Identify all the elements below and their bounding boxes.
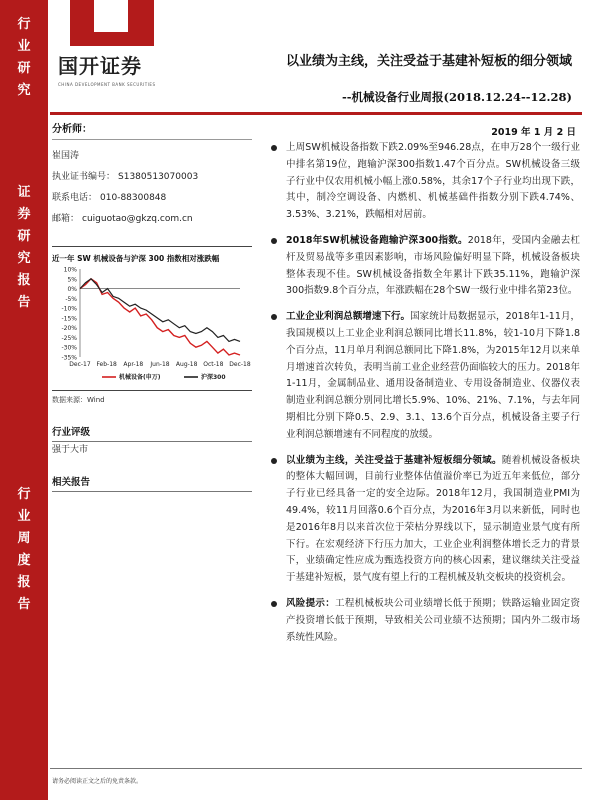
- chart-x-tick-label: Aug-18: [175, 361, 198, 368]
- chart-y-tick-label: -25%: [61, 334, 77, 342]
- chart-y-tick-label: -20%: [61, 325, 77, 333]
- side-label-industry-research: 行 业 研 究: [17, 17, 31, 98]
- header-divider: [50, 112, 582, 115]
- company-logo: [58, 0, 188, 100]
- relative-performance-chart: [52, 245, 252, 405]
- chart-y-tick-label: 5%: [67, 276, 77, 284]
- logo-name-en: CHINA DEVELOPMENT BANK SECURITIES: [58, 82, 156, 87]
- related-reports-heading: 相关报告: [52, 474, 252, 492]
- chart-x-tick-label: Dec-18: [229, 361, 251, 368]
- chart-legend-label: 沪深300: [201, 374, 226, 381]
- side-band: [0, 0, 48, 800]
- chart-title: 近一年 SW 机械设备与沪深 300 指数相对涨跌幅: [52, 254, 220, 263]
- chart-x-tick-label: Oct-18: [203, 361, 224, 368]
- report-subtitle: --机械设备行业周报(2018.12.24--12.28): [341, 90, 572, 104]
- bullet-risk-warning: 风险提示：工程机械板块公司业绩增长低于预期；铁路运输业固定资产投资增长低于预期，导致相关公司业绩不达预期；国内外二级市场系统性风险。: [268, 596, 580, 646]
- report-date: 2019 年 1 月 2 日: [491, 127, 576, 138]
- chart-y-tick-label: 10%: [63, 266, 77, 274]
- bullet-weekly-market: 上周SW机械设备指数下跌2.09%至946.28点，在申万28个一级行业中排名第19位，跑输沪深300指数1.47个百分点。SW机械设备三级子行业中仅农用机械小幅上涨0.58%，其余17个子行业均出现下跌，其中，制冷空调设备、内燃机、机械基础件指数分别下跌4.74%、3.53%、3.21%，跌幅相对居前。: [268, 140, 580, 224]
- report-body: [268, 140, 580, 655]
- chart-plot: [52, 265, 252, 387]
- footer-divider: [50, 768, 582, 769]
- bullet-investment-view: 以业绩为主线，关注受益于基建补短板细分领域。随着机械设备板块的整体大幅回调，目前行业整体估值溢价率已为近五年来低位，部分子行业已经具备一定的安全边际。2018年12月，我国制造业PMI为49.4%，较11月回落0.6个百分点，为2016年3月以来新低，同时也是2016年8月以来首次位于荣枯分界线以下，显示制造业景气度有所下行。在宏观经济下行压力加大，工业企业利润整体增长乏力的背景下，业绩确定性应成为甄选投资方向的核心因素，建议继续关注受益于基建补短板，景气度有望上行的工程机械及轨交板块的投资机会。: [268, 453, 580, 587]
- logo-mark: [70, 0, 154, 46]
- chart-y-tick-label: 0%: [67, 286, 77, 294]
- rating-heading: 行业评级: [52, 424, 252, 442]
- chart-x-tick-label: Apr-18: [123, 361, 144, 368]
- analyst-email[interactable]: 邮箱： cuiguotao@gkzq.com.cn: [52, 214, 193, 224]
- chart-x-tick-label: Jun-18: [150, 361, 170, 368]
- bullet-annual-performance: 2018年SW机械设备跑输沪深300指数。2018年，受国内金融去杠杆及贸易战等多重因素影响，市场风险偏好明显下降，机械设备板块整体表现不佳。SW机械设备指数全年累计下跌35.11%，跑输沪深300指数9.8个百分点，年涨跌幅在28个SW一级行业中排名第23位。: [268, 233, 580, 300]
- chart-y-tick-label: -35%: [61, 354, 77, 362]
- chart-y-tick-label: -5%: [65, 295, 77, 303]
- side-label-weekly-report: 行 业 周 度 报 告: [17, 487, 31, 612]
- chart-y-tick-label: -10%: [61, 305, 77, 313]
- analyst-heading: 分析师：: [52, 120, 252, 140]
- chart-source: 数据来源：Wind: [52, 396, 105, 404]
- chart-x-tick-label: Feb-18: [96, 361, 117, 368]
- analyst-name: 崔国涛: [52, 151, 80, 161]
- chart-x-tick-label: Dec-17: [69, 361, 91, 368]
- rating-value: 强于大市: [52, 445, 89, 455]
- chart-legend-label: 机械设备(申万): [119, 374, 161, 381]
- analyst-cert: 执业证书编号： S1380513070003: [52, 172, 199, 182]
- side-label-securities-report: 证 券 研 究 报 告: [17, 185, 31, 310]
- chart-series-line: [80, 279, 240, 355]
- chart-y-tick-label: -15%: [61, 315, 77, 323]
- bullet-industrial-profit: 工业企业利润总额增速下行。国家统计局数据显示，2018年1-11月，我国规模以上工业企业利润总额同比增长11.8%，较1-10月下降1.8个百分点，11月单月利润总额同比下降1.8%，为2015年12月以来单月增速首次转负，表明当前工业企业经营仍面临较大的压力。2018年1-11月，金属制品业、通用设备制造业、专用设备制造业、仪器仪表制造业利润总额分别同比增长5.9%、10%、21%、7.1%，与去年同期相比分别下降0.5、2.9、3.1、13.6个百分点，机械设备主要子行业利润总额增速有不同程度的放缓。: [268, 309, 580, 443]
- analyst-phone: 联系电话： 010-88300848: [52, 193, 167, 203]
- analyst-panel: [52, 120, 252, 224]
- report-title: 以业绩为主线，关注受益于基建补短板的细分领域: [285, 54, 572, 69]
- chart-series-line: [80, 279, 240, 342]
- footer-disclaimer: 请务必阅读正文之后的免责条款。: [52, 778, 143, 785]
- chart-y-tick-label: -30%: [61, 344, 77, 352]
- logo-name-cn: 国开证券: [58, 54, 142, 78]
